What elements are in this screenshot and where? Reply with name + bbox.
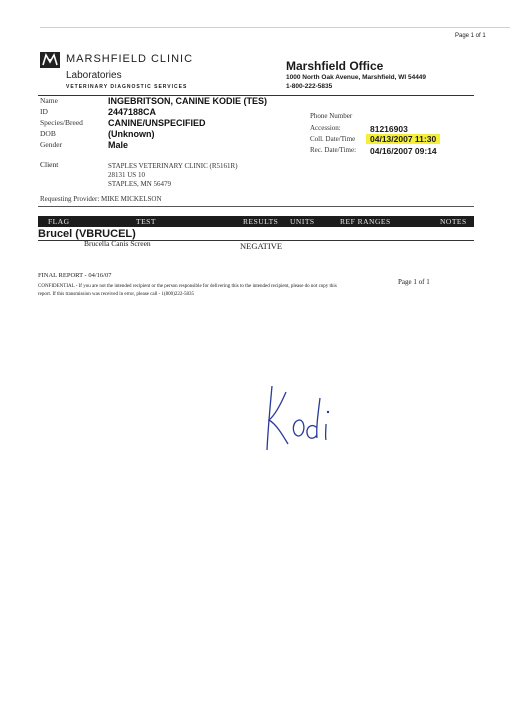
clinic-name: MARSHFIELD CLINIC [66,53,194,65]
page-indicator-top: Page 1 of 1 [455,33,486,39]
species-label: Species/Breed [40,118,83,127]
office-address: 1000 North Oak Avenue, Marshfield, WI 54449 [286,74,427,81]
divider [38,206,474,207]
header-results: RESULTS [243,217,279,226]
header-flag: FLAG [48,217,70,226]
header-notes: NOTES [440,217,467,226]
marshfield-logo-icon [40,52,60,68]
patient-gender: Male [108,140,129,150]
page-indicator-footer: Page 1 of 1 [398,278,430,286]
test-name: Brucella Canis Screen [84,239,151,248]
final-report-label: FINAL REPORT - 04/16/07 [38,272,112,279]
header-test: TEST [136,217,156,226]
test-result: NEGATIVE [240,241,283,251]
coll-date-highlight: 04/13/2007 11:30 [366,134,440,144]
office-phone: 1-800-222-5835 [286,83,333,90]
client-label: Client [40,160,59,169]
handwritten-signature [260,378,340,458]
accession-value: 81216903 [370,124,408,134]
phone-label: Phone Number [310,112,353,120]
top-scan-line [40,27,510,28]
lab-subtitle: VETERINARY DIAGNOSTIC SERVICES [66,84,188,90]
lab-name: Laboratories [66,70,122,81]
name-label: Name [40,96,58,105]
gender-label: Gender [40,140,63,149]
dob-label: DOB [40,129,56,138]
accession-label: Accession: [310,124,341,132]
header-ref-ranges: REF RANGES [340,217,391,226]
client-city: STAPLES, MN 56479 [108,180,172,188]
rec-date-label: Rec. Date/Time: [310,146,357,154]
office-title: Marshfield Office [286,59,384,73]
client-street: 28131 US 10 [108,171,145,179]
header-units: UNITS [290,217,315,226]
client-name: STAPLES VETERINARY CLINIC (R5161R) [108,162,238,170]
patient-species: CANINE/UNSPECIFIED [108,118,206,128]
patient-id: 2447188CA [108,107,157,117]
confidential-notice-2: report. If this transmission was received in error, please call - 1(800)222-5835 [38,292,195,297]
patient-name: INGEBRITSON, CANINE KODIE (TES) [108,96,268,106]
patient-dob: (Unknown) [108,129,155,139]
coll-date-label: Coll. Date/Time [310,135,356,143]
test-group-name: Brucel (VBRUCEL) [38,228,136,240]
requesting-provider: Requesting Provider: MIKE MICKELSON [40,195,162,203]
results-table-header [38,216,474,227]
id-label: ID [40,107,48,116]
coll-date-value [366,134,440,144]
confidential-notice: CONFIDENTIAL - If you are not the intended recipient or the person responsible for delivering this to the intended recipient, please do not copy this [38,284,337,289]
rec-date-value: 04/16/2007 09:14 [370,146,437,156]
